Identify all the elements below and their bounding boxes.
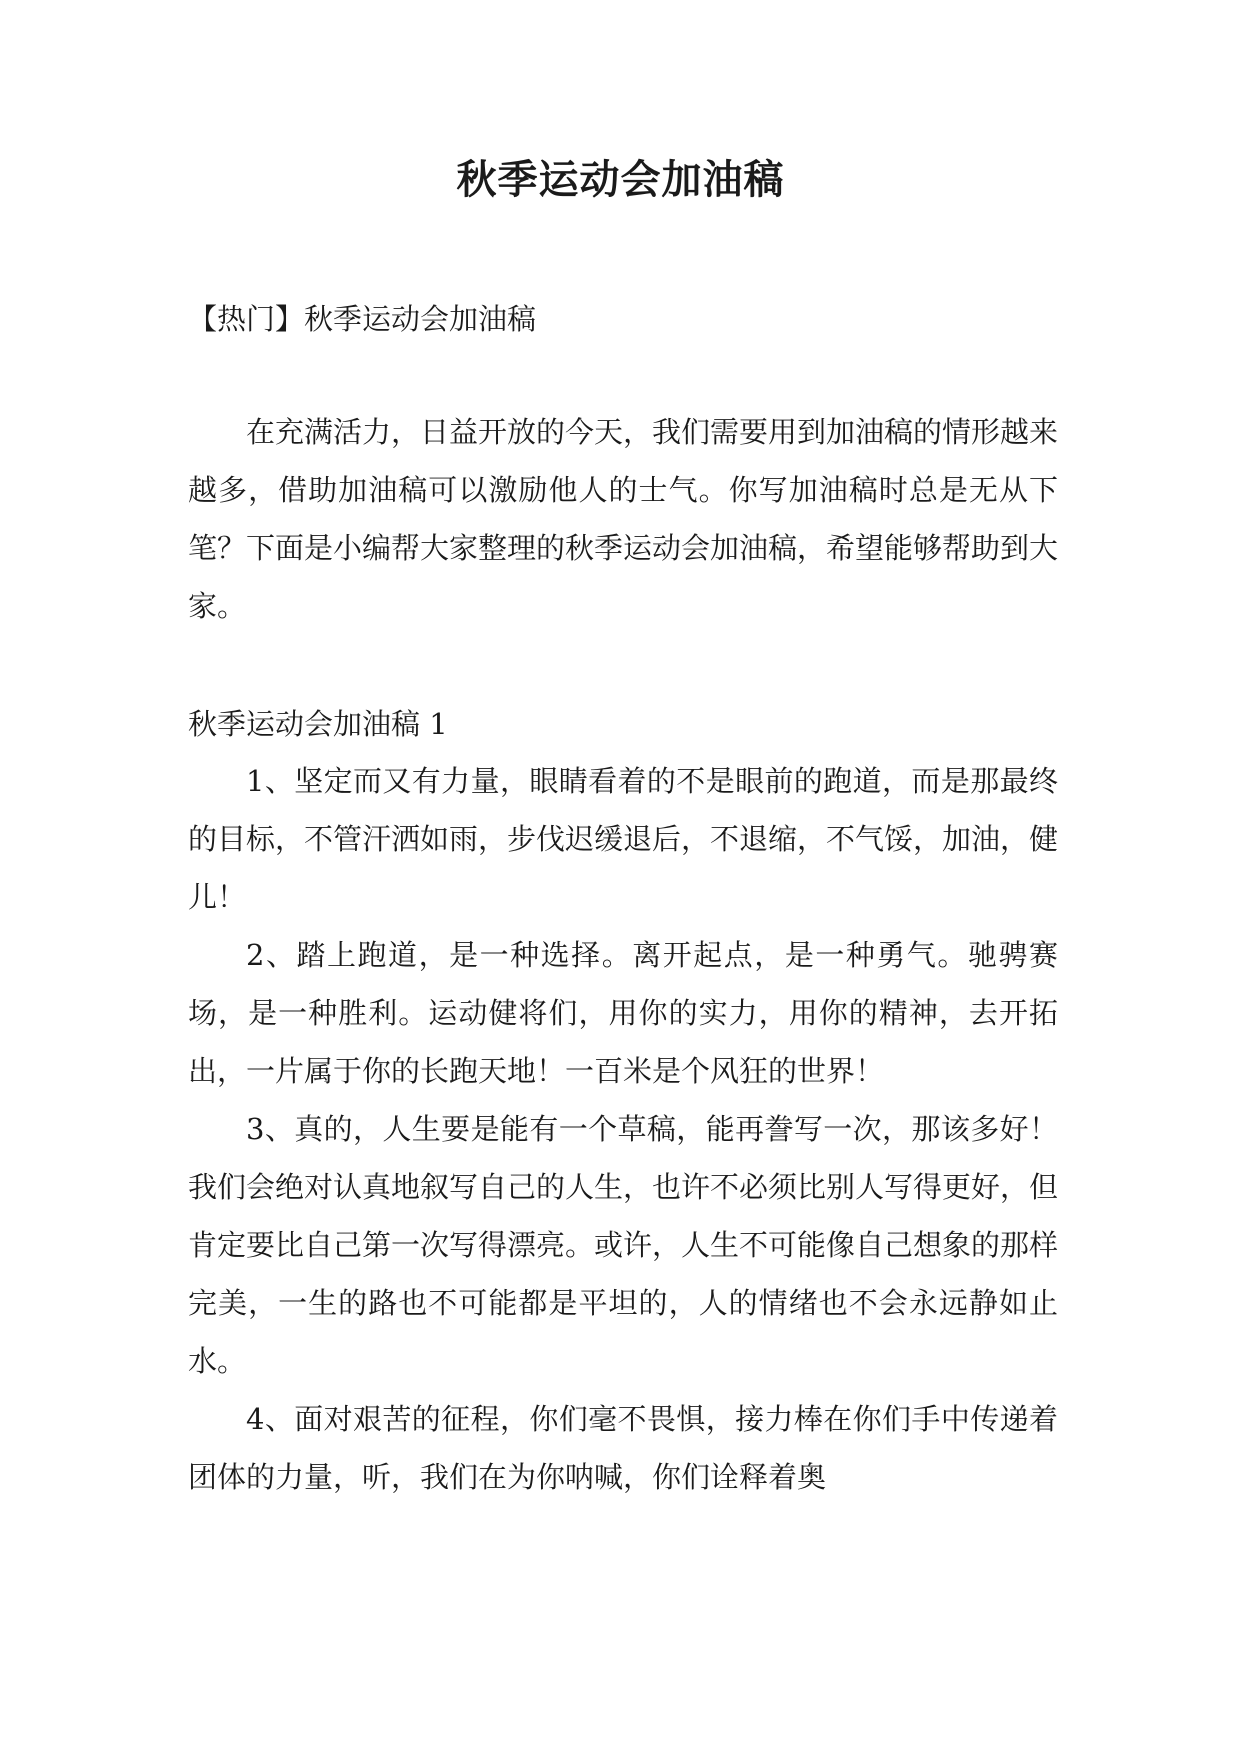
document-title: 秋季运动会加油稿: [456, 156, 785, 203]
intro-paragraph: 在充满活力，日益开放的今天，我们需要用到加油稿的情形越来越多，借助加油稿可以激励他人的士气。你写加油稿时总是无从下笔？下面是小编帮大家整理的秋季运动会加油稿，希望能够帮助到大家。: [188, 415, 1059, 623]
body-paragraph-2: 2、踏上跑道，是一种选择。离开起点，是一种勇气。驰骋赛场，是一种胜利。运动健将们，用你的实力，用你的精神，去开拓出，一片属于你的长跑天地！一百米是个风狂的世界！: [188, 938, 1058, 1088]
body-block: [188, 752, 1058, 1506]
body-paragraph-1: 1、坚定而又有力量，眼睛看着的不是眼前的跑道，而是那最终的目标，不管汗洒如雨，步伐迟缓退后，不退缩，不气馁，加油，健儿！: [188, 764, 1059, 914]
intro-block: [188, 403, 1058, 635]
body-paragraph-3: 3、真的，人生要是能有一个草稿，能再誊写一次，那该多好！我们会绝对认真地叙写自己的人生，也许不必须比别人写得更好，但肯定要比自己第一次写得漂亮。或许，人生不可能像自己想象的那样完美，一生的路也不可能都是平坦的，人的情绪也不会永远静如止水。: [188, 1112, 1059, 1378]
body-paragraph-4: 4、面对艰苦的征程，你们毫不畏惧，接力棒在你们手中传递着团体的力量，听，我们在为你呐喊，你们诠释着奥: [188, 1402, 1058, 1494]
section-heading: 秋季运动会加油稿 1: [188, 707, 448, 741]
hot-line: 【热门】秋季运动会加油稿: [188, 302, 537, 336]
